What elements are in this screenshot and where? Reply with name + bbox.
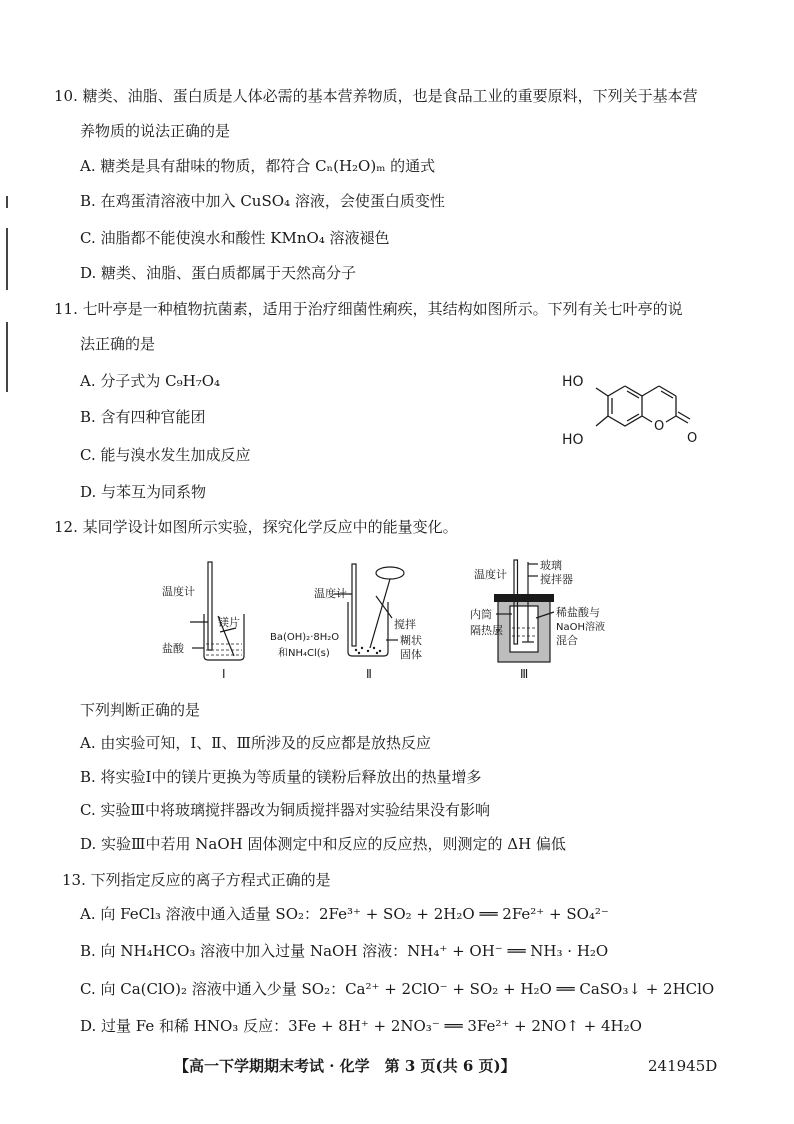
q12-judge: 下列判断正确的是 <box>80 701 201 719</box>
q11-option-c: C. 能与溴水发生加成反应 <box>80 446 251 464</box>
q10-stem-line2: 养物质的说法正确的是 <box>80 122 231 140</box>
mixture-label-1: 稀盐酸与 <box>556 606 600 619</box>
roman-2: Ⅱ <box>366 667 372 681</box>
q12-option-a: A. 由实验可知，Ⅰ、Ⅱ、Ⅲ所涉及的反应都是放热反应 <box>80 734 431 752</box>
q12-option-b: B. 将实验Ⅰ中的镁片更换为等质量的镁粉后释放出的热量增多 <box>80 768 482 786</box>
inner-vessel-label: 内筒 <box>470 608 492 621</box>
ring-oxygen-label: O <box>654 419 665 434</box>
q11-option-d: D. 与苯互为同系物 <box>80 483 207 501</box>
ho-top-label: HO <box>562 374 584 390</box>
paste-label-1: 糊状 <box>400 634 422 647</box>
q11-stem-line1: 11. 七叶亭是一种植物抗菌素，适用于治疗细菌性痢疾，其结构如图所示。下列有关七叶亭的说 <box>54 300 683 318</box>
mg-strip-label: 镁片 <box>218 616 240 629</box>
margin-tick <box>6 228 8 290</box>
glass-label-1: 玻璃 <box>540 559 562 572</box>
roman-1: Ⅰ <box>222 667 226 681</box>
glass-label-2: 搅拌器 <box>540 573 573 586</box>
thermometer-label: 温度计 <box>314 587 347 600</box>
mixture-label-3: 混合 <box>556 634 578 647</box>
mixture-label-2: NaOH溶液 <box>556 622 605 633</box>
margin-tick <box>6 196 8 208</box>
page-footer: 【高一下学期期末考试 · 化学 第 3 页(共 6 页)】 <box>174 1057 516 1075</box>
stir-label: 搅拌 <box>394 618 416 631</box>
q11-option-b: B. 含有四种官能团 <box>80 408 206 426</box>
q12-option-d: D. 实验Ⅲ中若用 NaOH 固体测定中和反应的反应热，则测定的 ΔH 偏低 <box>80 835 566 853</box>
apparatus-2 <box>268 556 438 684</box>
paste-label-2: 固体 <box>400 648 422 661</box>
exam-code: 241945D <box>648 1057 718 1075</box>
q12-option-c: C. 实验Ⅲ中将玻璃搅拌器改为铜质搅拌器对实验结果没有影响 <box>80 801 490 819</box>
margin-tick <box>6 322 8 392</box>
q11-stem-line2: 法正确的是 <box>80 335 156 353</box>
apparatus-1 <box>160 556 260 684</box>
q13-stem: 13. 下列指定反应的离子方程式正确的是 <box>62 871 331 889</box>
carbonyl-oxygen-label: O <box>687 431 698 446</box>
esculetin-structure <box>560 366 710 458</box>
apparatus-3 <box>470 556 660 684</box>
q12-stem: 12. 某同学设计如图所示实验，探究化学反应中的能量变化。 <box>54 518 458 536</box>
q10-option-b: B. 在鸡蛋清溶液中加入 CuSO₄ 溶液，会使蛋白质变性 <box>80 192 445 210</box>
q10-stem-line1: 10. 糖类、油脂、蛋白质是人体必需的基本营养物质，也是食品工业的重要原料，下列关于基本营 <box>54 87 698 105</box>
ho-bottom-label: HO <box>562 432 584 448</box>
thermometer-label: 温度计 <box>474 568 507 581</box>
q10-option-c: C. 油脂都不能使溴水和酸性 KMnO₄ 溶液褪色 <box>80 229 390 247</box>
thermometer-label: 温度计 <box>162 585 195 598</box>
roman-3: Ⅲ <box>520 667 529 681</box>
hcl-label: 盐酸 <box>162 642 184 655</box>
reagent-label-2: 和NH₄Cl(s) <box>278 648 330 659</box>
q10-option-a: A. 糖类是具有甜味的物质，都符合 Cₙ(H₂O)ₘ 的通式 <box>80 157 436 175</box>
q13-option-d: D. 过量 Fe 和稀 HNO₃ 反应：3Fe + 8H⁺ + 2NO₃⁻ ══ 3Fe²⁺ + 2NO↑ + 4H₂O <box>80 1017 642 1035</box>
q10-option-d: D. 糖类、油脂、蛋白质都属于天然高分子 <box>80 264 357 282</box>
q13-option-a: A. 向 FeCl₃ 溶液中通入适量 SO₂：2Fe³⁺ + SO₂ + 2H₂O ══ 2Fe²⁺ + SO₄²⁻ <box>80 905 609 923</box>
insulation-label: 隔热层 <box>470 624 503 637</box>
q11-option-a: A. 分子式为 C₉H₇O₄ <box>80 372 221 390</box>
q13-option-b: B. 向 NH₄HCO₃ 溶液中加入过量 NaOH 溶液：NH₄⁺ + OH⁻ ══ NH₃ · H₂O <box>80 942 609 960</box>
q13-option-c: C. 向 Ca(ClO)₂ 溶液中通入少量 SO₂：Ca²⁺ + 2ClO⁻ + SO₂ + H₂O ══ CaSO₃↓ + 2HClO <box>80 980 715 998</box>
reagent-label-1: Ba(OH)₂·8H₂O <box>270 632 340 643</box>
